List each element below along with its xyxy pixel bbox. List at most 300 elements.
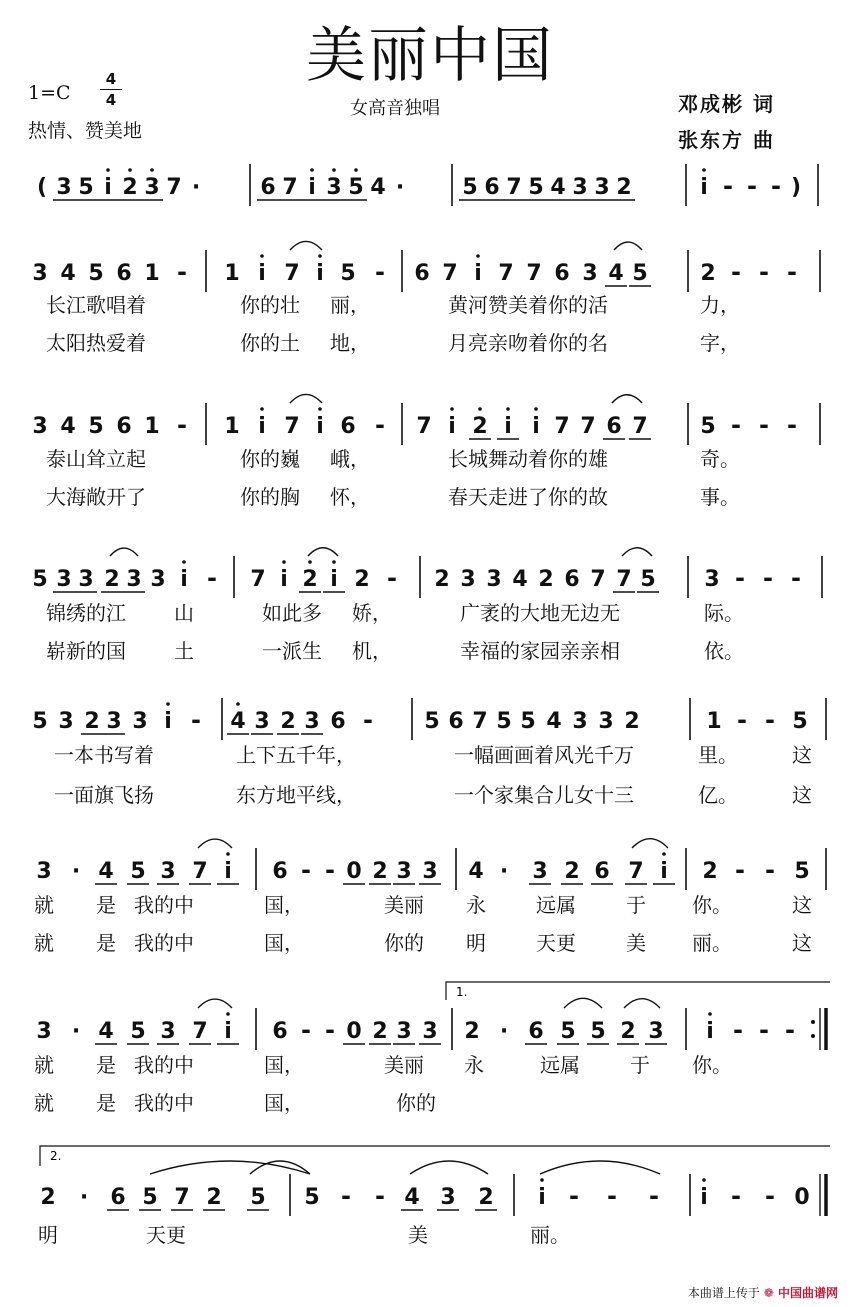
- slur: [622, 548, 652, 556]
- note: -: [301, 1016, 311, 1044]
- note: 2: [104, 567, 120, 592]
- note: i: [224, 1019, 232, 1044]
- lyric-word: 事。: [700, 485, 740, 509]
- note: 2: [478, 1185, 494, 1210]
- lyric-word: 一面旗飞扬: [54, 783, 154, 807]
- lyric-word: 美: [626, 931, 646, 955]
- note: -: [177, 258, 187, 286]
- note: 6: [110, 1185, 126, 1210]
- slur: [198, 839, 232, 848]
- note: 5: [304, 1185, 320, 1210]
- lyric-word: 是: [96, 931, 116, 955]
- note: -: [207, 564, 217, 592]
- note: 2: [700, 261, 716, 286]
- slur: [614, 242, 642, 250]
- note: ·: [79, 1185, 89, 1210]
- note: -: [731, 411, 741, 439]
- lyric-word: 字，: [700, 331, 740, 355]
- lyric-word: 崭新的国: [46, 639, 126, 663]
- note: -: [649, 1182, 659, 1210]
- note: 6: [330, 709, 346, 734]
- note: ·: [191, 175, 201, 200]
- note: 3: [594, 175, 610, 200]
- note: -: [787, 258, 797, 286]
- lyric-word: 就: [34, 1053, 54, 1077]
- lyric-word: 依。: [704, 639, 744, 663]
- note: 2: [206, 1185, 222, 1210]
- note: 6: [484, 175, 500, 200]
- lyric-word: 国，: [264, 1091, 304, 1115]
- note: 3: [254, 709, 270, 734]
- high-octave-dot: [128, 168, 132, 172]
- high-octave-dot: [450, 407, 454, 411]
- note: 1: [144, 261, 160, 286]
- note: 2: [464, 1019, 480, 1044]
- note: 3: [304, 709, 320, 734]
- note: i: [660, 859, 668, 884]
- lyric-word: 丽。: [530, 1223, 570, 1247]
- lyric-word: 东方地平线，: [236, 783, 356, 807]
- note: ·: [499, 859, 509, 884]
- lyric-word: 一幅画画着风光千万: [454, 743, 634, 767]
- lyricist-credit: 邓成彬 词: [678, 92, 775, 116]
- lyric-word: 这: [792, 783, 812, 807]
- lyric-word: 美: [408, 1223, 428, 1247]
- note: 2: [702, 859, 718, 884]
- high-octave-dot: [150, 168, 154, 172]
- note: 4: [468, 859, 484, 884]
- note: 4: [546, 709, 562, 734]
- note: 4: [608, 261, 624, 286]
- note: i: [538, 1185, 546, 1210]
- note: 5: [250, 1185, 266, 1210]
- lyric-word: 你的: [396, 1091, 436, 1115]
- note: 1: [224, 261, 240, 286]
- note: ·: [499, 1019, 509, 1044]
- lyric-word: 远属: [540, 1053, 580, 1077]
- note: -: [759, 1016, 769, 1044]
- high-octave-dot: [236, 702, 240, 706]
- high-octave-dot: [540, 1178, 544, 1182]
- note: -: [325, 856, 335, 884]
- note: 4: [60, 414, 76, 439]
- note: 5: [496, 709, 512, 734]
- note: 5: [340, 261, 356, 286]
- note: 6: [260, 175, 276, 200]
- note: 7: [192, 1019, 208, 1044]
- note: -: [787, 411, 797, 439]
- note: 3: [532, 859, 548, 884]
- lyric-word: 泰山耸立起: [46, 447, 146, 471]
- note: 2: [624, 709, 640, 734]
- lyric-word: 太阳热爱着: [46, 331, 146, 355]
- note: 3: [396, 859, 412, 884]
- lyric-word: 美丽: [384, 893, 424, 917]
- note: -: [765, 856, 775, 884]
- note: -: [765, 706, 775, 734]
- lyric-word: 你。: [692, 1053, 732, 1077]
- lyric-word: 际。: [704, 601, 744, 625]
- high-octave-dot: [318, 407, 322, 411]
- note: 6: [606, 414, 622, 439]
- note: 3: [422, 1019, 438, 1044]
- note: 2: [620, 1019, 636, 1044]
- lyric-word: 你的土: [240, 331, 300, 355]
- note: 5: [32, 709, 48, 734]
- note: 2: [372, 1019, 388, 1044]
- note: i: [706, 1019, 714, 1044]
- lyric-word: 山: [174, 601, 194, 625]
- note: i: [330, 567, 338, 592]
- song-title: 美丽中国: [306, 21, 554, 91]
- note: 3: [32, 261, 48, 286]
- note: 3: [78, 567, 94, 592]
- note: 4: [230, 709, 246, 734]
- note: 7: [616, 567, 632, 592]
- note: 7: [192, 859, 208, 884]
- note: 3: [422, 859, 438, 884]
- note: 5: [792, 709, 808, 734]
- note: (: [36, 175, 48, 200]
- note: 5: [632, 261, 648, 286]
- slur: [308, 548, 338, 556]
- note: -: [375, 1182, 385, 1210]
- note: -: [607, 1182, 617, 1210]
- note: 3: [598, 709, 614, 734]
- note: -: [723, 172, 733, 200]
- lyric-word: 我的中: [134, 1091, 194, 1115]
- note: 5: [142, 1185, 158, 1210]
- lyric-word: 一个家集合儿女十三: [454, 783, 634, 807]
- lyric-word: 这: [792, 743, 812, 767]
- high-octave-dot: [182, 560, 186, 564]
- lyric-word: 怀，: [330, 485, 370, 509]
- lyric-word: 奇。: [700, 447, 740, 471]
- note: -: [731, 1182, 741, 1210]
- lyric-word: 是: [96, 893, 116, 917]
- lyric-word: 国，: [264, 931, 304, 955]
- note: 2: [280, 709, 296, 734]
- note: 3: [582, 261, 598, 286]
- note: i: [474, 261, 482, 286]
- slur: [612, 395, 642, 403]
- note: 6: [554, 261, 570, 286]
- note: 3: [572, 709, 588, 734]
- note: ·: [71, 859, 81, 884]
- high-octave-dot: [260, 254, 264, 258]
- note: -: [785, 1016, 795, 1044]
- note: 1: [224, 414, 240, 439]
- composer-credit: 张东方 曲: [678, 128, 775, 152]
- high-octave-dot: [662, 852, 666, 856]
- high-octave-dot: [354, 168, 358, 172]
- lyric-word: 地，: [330, 331, 370, 355]
- note: 3: [144, 175, 160, 200]
- slur: [290, 241, 322, 250]
- note: 1: [144, 414, 160, 439]
- note: i: [164, 709, 172, 734]
- note: 6: [116, 414, 132, 439]
- lyric-word: 上下五千年，: [236, 743, 356, 767]
- note: 4: [404, 1185, 420, 1210]
- note: 7: [590, 567, 606, 592]
- note: ·: [395, 175, 405, 200]
- note: i: [532, 414, 540, 439]
- lyric-word: 明: [466, 931, 486, 955]
- lyric-word: 美丽: [384, 1053, 424, 1077]
- note: 4: [550, 175, 566, 200]
- lyric-word: 长城舞动着你的雄: [448, 447, 608, 471]
- note: 5: [78, 175, 94, 200]
- note: -: [735, 564, 745, 592]
- note: 1: [706, 709, 722, 734]
- note: 2: [472, 414, 488, 439]
- lyric-word: 力，: [700, 293, 740, 317]
- site-logo: ❁: [763, 1286, 778, 1300]
- note: -: [375, 411, 385, 439]
- note: 3: [440, 1185, 456, 1210]
- high-octave-dot: [534, 407, 538, 411]
- note: 7: [166, 175, 182, 200]
- note: 2: [434, 567, 450, 592]
- footer-prefix: 本曲谱上传于: [687, 1286, 760, 1300]
- note: i: [224, 859, 232, 884]
- note: 4: [512, 567, 528, 592]
- note: -: [759, 258, 769, 286]
- note: 2: [122, 175, 138, 200]
- note: 6: [414, 261, 430, 286]
- footer-site: 中国曲谱网: [777, 1286, 838, 1300]
- note: 3: [460, 567, 476, 592]
- lyric-word: 你的胸: [240, 485, 300, 509]
- note: 7: [250, 567, 266, 592]
- footer-credit: [688, 1284, 838, 1301]
- note: 7: [498, 261, 514, 286]
- note: 5: [528, 175, 544, 200]
- note: i: [258, 261, 266, 286]
- note: i: [308, 175, 316, 200]
- lyric-word: 丽。: [692, 931, 732, 955]
- note: 5: [130, 859, 146, 884]
- lyric-word: 幸福的家园亲亲相: [460, 639, 620, 663]
- note: 6: [448, 709, 464, 734]
- note: 5: [130, 1019, 146, 1044]
- note: 5: [560, 1019, 576, 1044]
- note: -: [735, 856, 745, 884]
- note: i: [180, 567, 188, 592]
- repeat-dot: [811, 1034, 815, 1038]
- note: -: [733, 1016, 743, 1044]
- note: 5: [32, 567, 48, 592]
- note: 3: [704, 567, 720, 592]
- lyric-word: 你的壮: [240, 293, 300, 317]
- lyric-word: 天更: [146, 1223, 186, 1247]
- lyric-word: 这: [792, 931, 812, 955]
- note: -: [747, 172, 757, 200]
- note: 2: [616, 175, 632, 200]
- lyric-word: 天更: [536, 931, 576, 955]
- key-signature: 1=C: [28, 82, 71, 104]
- note: 3: [36, 859, 52, 884]
- note: 2: [40, 1185, 56, 1210]
- high-octave-dot: [708, 1012, 712, 1016]
- note: 3: [486, 567, 502, 592]
- high-octave-dot: [260, 407, 264, 411]
- note: ·: [71, 1019, 81, 1044]
- lyric-word: 是: [96, 1091, 116, 1115]
- note: -: [569, 1182, 579, 1210]
- note: 4: [370, 175, 386, 200]
- lyric-word: 永: [464, 1053, 484, 1077]
- lyric-word: 我的中: [134, 1053, 194, 1077]
- slur: [540, 1161, 660, 1174]
- note: 3: [326, 175, 342, 200]
- note: 3: [150, 567, 166, 592]
- note: 3: [106, 709, 122, 734]
- note: 2: [538, 567, 554, 592]
- note: 3: [132, 709, 148, 734]
- note: 5: [348, 175, 364, 200]
- lyric-word: 就: [34, 893, 54, 917]
- note: -: [791, 564, 801, 592]
- lyric-word: 就: [34, 1091, 54, 1115]
- high-octave-dot: [332, 560, 336, 564]
- note: -: [325, 1016, 335, 1044]
- note: -: [765, 1182, 775, 1210]
- note: 5: [424, 709, 440, 734]
- note: 7: [282, 175, 298, 200]
- lyric-word: 于: [626, 893, 646, 917]
- note: -: [387, 564, 397, 592]
- note: i: [700, 175, 708, 200]
- lyric-word: 广袤的大地无边无: [460, 601, 620, 625]
- lyric-word: 亿。: [698, 783, 738, 807]
- note: 5: [88, 261, 104, 286]
- note: 7: [628, 859, 644, 884]
- high-octave-dot: [478, 407, 482, 411]
- high-octave-dot: [282, 560, 286, 564]
- high-octave-dot: [226, 852, 230, 856]
- high-octave-dot: [702, 168, 706, 172]
- note: 3: [56, 175, 72, 200]
- note: 7: [174, 1185, 190, 1210]
- high-octave-dot: [318, 254, 322, 258]
- note: -: [763, 564, 773, 592]
- lyric-word: 这: [792, 893, 812, 917]
- note: i: [448, 414, 456, 439]
- lyric-word: 明: [38, 1223, 58, 1247]
- note: 6: [116, 261, 132, 286]
- note: -: [375, 258, 385, 286]
- note: i: [104, 175, 112, 200]
- note: 7: [284, 414, 300, 439]
- note: 7: [284, 261, 300, 286]
- note: 6: [272, 859, 288, 884]
- high-octave-dot: [310, 168, 314, 172]
- lyric-word: 黄河赞美着你的活: [448, 293, 608, 317]
- note: -: [363, 706, 373, 734]
- note: 7: [554, 414, 570, 439]
- lyric-word: 如此多: [262, 601, 322, 625]
- lyric-word: 土: [174, 639, 194, 663]
- note: 4: [98, 1019, 114, 1044]
- note: i: [316, 414, 324, 439]
- note: 7: [472, 709, 488, 734]
- lyric-word: 长江歌唱着: [46, 293, 146, 317]
- note: 7: [442, 261, 458, 286]
- note: 6: [564, 567, 580, 592]
- note: 3: [32, 414, 48, 439]
- slur: [410, 1161, 488, 1174]
- lyric-word: 国，: [264, 893, 304, 917]
- note: 2: [354, 567, 370, 592]
- lyric-word: 锦绣的江: [46, 601, 126, 625]
- lyric-word: 我的中: [134, 931, 194, 955]
- note: -: [759, 411, 769, 439]
- lyric-word: 月亮亲吻着你的名: [448, 331, 608, 355]
- note: 3: [396, 1019, 412, 1044]
- note: 5: [520, 709, 536, 734]
- note: 7: [416, 414, 432, 439]
- lyric-word: 于: [630, 1053, 650, 1077]
- slur: [110, 548, 138, 556]
- lyric-word: 你的巍: [240, 447, 300, 471]
- note: 5: [700, 414, 716, 439]
- high-octave-dot: [106, 168, 110, 172]
- note: 3: [56, 567, 72, 592]
- note: 3: [648, 1019, 664, 1044]
- slur: [290, 394, 322, 403]
- note: 3: [58, 709, 74, 734]
- volta-1-label: 1.: [456, 985, 468, 999]
- note: 2: [302, 567, 318, 592]
- lyric-word: 你。: [692, 893, 732, 917]
- note: 7: [632, 414, 648, 439]
- note: i: [258, 414, 266, 439]
- note: 5: [88, 414, 104, 439]
- note: 7: [526, 261, 542, 286]
- note: i: [504, 414, 512, 439]
- note: 6: [272, 1019, 288, 1044]
- note: ): [790, 175, 802, 200]
- note: i: [316, 261, 324, 286]
- note: -: [737, 706, 747, 734]
- lyric-word: 是: [96, 1053, 116, 1077]
- note: 6: [528, 1019, 544, 1044]
- note: -: [771, 172, 781, 200]
- volta-1-bracket: [446, 982, 830, 1000]
- high-octave-dot: [506, 407, 510, 411]
- note: 6: [340, 414, 356, 439]
- slur: [150, 1161, 310, 1174]
- lyric-word: 远属: [536, 893, 576, 917]
- note: 7: [506, 175, 522, 200]
- note: i: [280, 567, 288, 592]
- high-octave-dot: [702, 1178, 706, 1182]
- note: -: [341, 1182, 351, 1210]
- note: 3: [572, 175, 588, 200]
- note: 4: [98, 859, 114, 884]
- slur: [624, 999, 660, 1008]
- high-octave-dot: [226, 1012, 230, 1016]
- repeat-dot: [811, 1020, 815, 1024]
- note: 2: [84, 709, 100, 734]
- volta-2-label: 2.: [50, 1149, 62, 1163]
- note: 3: [36, 1019, 52, 1044]
- note: 0: [794, 1185, 810, 1210]
- slur: [198, 999, 232, 1008]
- high-octave-dot: [166, 702, 170, 706]
